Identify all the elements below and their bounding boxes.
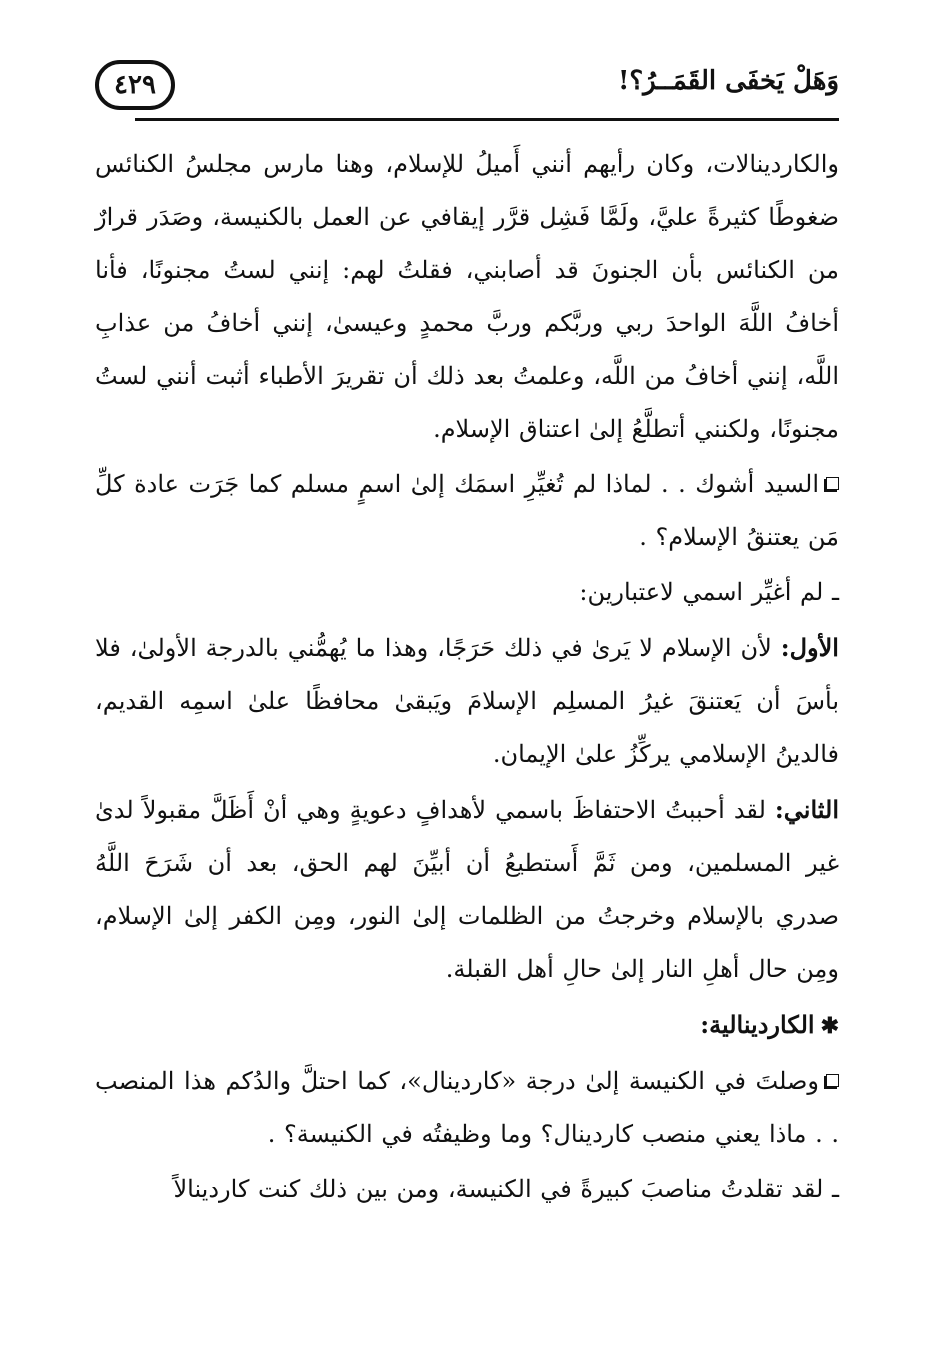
question-marker-icon	[826, 1074, 839, 1087]
question-2	[95, 1055, 839, 1161]
running-title: وَهَلْ يَخفَى القَمَــرُ؟!	[617, 66, 839, 96]
question-1-text: السيد أشوك . . لماذا لم تُغيِّرِ اسمَك إلىٰ اسمٍ مسلم كما جَرَت عادة كلِّ مَن يعتنقُ الإسلام؟ .	[95, 470, 839, 551]
question-2-text: وصلتَ في الكنيسة إلىٰ درجة «كاردينال»، كما احتلَّ والدُكم هذا المنصب . . ماذا يعني منصب كاردينال؟ وما وظيفتُه في الكنيسة؟ .	[95, 1067, 839, 1148]
reason-second	[95, 783, 839, 996]
reason-first-text: لأن الإسلام لا يَرىٰ في ذلك حَرَجًا، وهذا ما يُهمُّني بالدرجة الأولىٰ، فلا بأسَ أن يَعتنقَ غيرُ المسلِم الإسلامَ ويَبقىٰ محافظًا علىٰ اسمِه القديم، فالدينُ الإسلامي يركِّزُ علىٰ الإيمان.	[95, 634, 840, 768]
asterisk-icon: ✱	[820, 1013, 839, 1039]
page-number-badge	[95, 60, 175, 110]
reason-first	[95, 621, 839, 781]
page-body	[95, 138, 839, 1216]
paragraph-1: والكاردينالات، وكان رأيهم أنني أَميلُ للإسلام، وهنا مارس مجلسُ الكنائس ضغوطًا كثيرةً عليَّ، ولَمَّا فَشِل قرَّر إيقافي عن العمل بالكنيسة، وصَدَر قرارٌ من الكنائس بأن الجنونَ قد أصابني، فقلتُ لهم: إنني لستُ مجنونًا، فأنا أخافُ اللَّهَ الواحدَ ربي وربَّكم وربَّ محمدٍ وعيسىٰ، إنني أخافُ من عذابِ اللَّه، إنني أخافُ من اللَّه، وعلمتُ بعد ذلك أن تقريرَ الأطباء أثبت أنني لستُ مجنونًا، ولكنني أتطلَّعُ إلىٰ اعتناق الإسلام.	[95, 150, 839, 443]
section-heading-text: الكاردينالية:	[700, 1010, 815, 1039]
page-header	[95, 60, 839, 120]
page-number: ٤٢٩	[114, 70, 156, 100]
reason-second-label: الثاني:	[774, 795, 839, 824]
reason-first-label: الأول:	[780, 633, 839, 662]
header-rule	[135, 118, 839, 121]
question-1	[95, 458, 839, 564]
reason-second-text: لقد أحببتُ الاحتفاظَ باسمي لأهدافٍ دعويةٍ وهي أنْ أَظَلَّ مقبولاً لدىٰ غير المسلمين، ومن ثَمَّ أَستطيعُ أن أبيِّنَ لهم الحق، بعد أن شَرَحَ اللَّهُ صدري بالإسلام وخرجتُ من الظلمات إلىٰ النور، ومِن الكفر إلىٰ الإسلام، ومِن حال أهلِ النار إلىٰ حالِ أهل القبلة.	[95, 796, 839, 983]
answer-intro: ـ لم أغيِّر اسمي لاعتبارين:	[579, 578, 839, 606]
question-marker-icon	[826, 477, 839, 490]
answer-2: ـ لقد تقلدتُ مناصبَ كبيرةً في الكنيسة، ومن بين ذلك كنت كاردينالاً	[173, 1175, 839, 1203]
section-heading	[95, 998, 839, 1053]
